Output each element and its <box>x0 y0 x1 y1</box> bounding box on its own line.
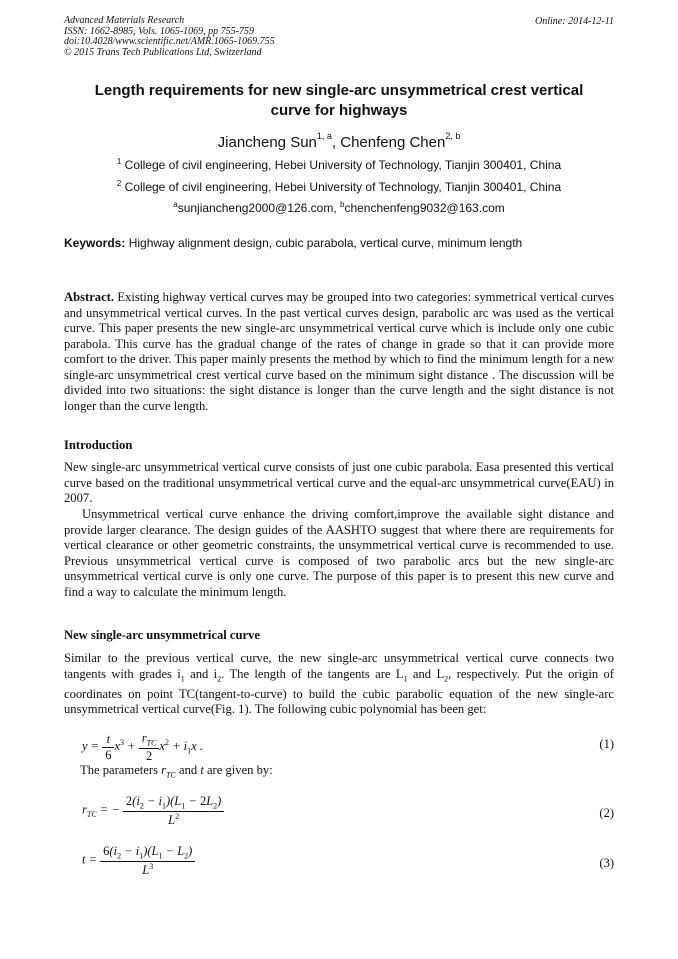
email-b-sup: b <box>339 200 345 209</box>
emails <box>64 200 614 215</box>
abstract-label: Abstract. <box>64 290 115 304</box>
equation-1-body: y = $\frac{t}{6}$ $x^3$ + $\frac{r_{TC}}{2}$ $x^2 + i_1x$ . <box>82 731 203 763</box>
paper-title <box>64 81 614 121</box>
params-text-a: The parameters <box>80 763 162 777</box>
affiliation-1-text: College of civil engineering, Hebei University of Technology, Tianjin 300401, China <box>121 158 562 172</box>
copyright: © 2015 Trans Tech Publications Ltd, Switzerland <box>64 46 262 58</box>
equation-3 <box>64 842 614 882</box>
doi: doi:10.4028/www.scientific.net/AMR.1065-1069.755 <box>64 36 275 47</box>
issn: ISSN: 1662-8985, Vols. 1065-1069, pp 755-759 <box>64 25 254 37</box>
params-t: t <box>200 763 204 777</box>
section2-paragraph <box>64 651 614 718</box>
params-r: r <box>161 763 167 777</box>
section2-text-a: Similar to the previous vertical curve, the new single-arc unsymmetrical vertical curve connects two tangents with grades i <box>64 651 614 681</box>
keywords-label: Keywords: <box>64 236 126 250</box>
affiliation-2-text: College of civil engineering, Hebei University of Technology, Tianjin 300401, China <box>121 180 562 194</box>
equation-3-number: (3) <box>599 856 614 870</box>
keywords <box>64 236 614 250</box>
equation-1-number: (1) <box>599 737 614 751</box>
affiliation-1 <box>64 157 614 172</box>
affiliation-2-sup: 2 <box>116 179 122 188</box>
online-date: Online: 2014-12-11 <box>535 16 614 27</box>
equation-1 <box>64 727 614 767</box>
author-2: Chenfeng Chen <box>340 134 446 151</box>
params-text-b: and <box>175 763 201 777</box>
author-sep: , <box>331 134 341 151</box>
params-r-sub: TC <box>166 770 176 780</box>
parameters-line <box>64 763 614 783</box>
intro-heading: Introduction <box>64 438 133 452</box>
authors <box>64 131 614 151</box>
equation-3-body: t = $\frac{6(i_2 - i_1)(L_1 - L_2)}{L^3}$ <box>82 844 195 878</box>
grade-2-sub: 2 <box>217 674 222 684</box>
grade-1-sub: 1 <box>180 674 185 684</box>
abstract <box>64 290 614 414</box>
journal-name: Advanced Materials Research <box>64 15 185 26</box>
author-2-sup: 2, b <box>445 131 461 141</box>
title-line-2: curve for highways <box>270 102 408 119</box>
intro-paragraph-1: New single-arc unsymmetrical vertical curve consists of just one cubic parabola. Easa presented this vertical curve based on the traditional unsymmetrical vertical curve and the equal-arc unsymmetrical curve(EAU) in 2007. <box>64 460 614 505</box>
equation-2 <box>64 792 614 832</box>
affiliation-2 <box>64 179 614 194</box>
email-b: chenchenfeng9032@163.com <box>344 201 505 215</box>
equation-2-number: (2) <box>599 806 614 820</box>
section2-heading: New single-arc unsymmetrical curve <box>64 628 260 642</box>
title-line-1: Length requirements for new single-arc unsymmetrical crest vertical <box>94 82 584 99</box>
email-a-sup: a <box>173 200 178 209</box>
params-text-c: are given by: <box>203 763 273 777</box>
section2-text-c: . The length of the tangents are L <box>221 666 404 681</box>
section2-text-b: and i <box>184 666 218 681</box>
journal-header <box>64 16 275 58</box>
intro-paragraph-2: Unsymmetrical vertical curve enhance the driving comfort,improve the available sight distance and provide larger clearance. The design guides of the AASHTO suggest that where there are requirements for vertical clearance or other geometric constraints, the unsymmetrical vertical curve is recommended to use. Previous unsymmetrical vertical curve is composed of two parabolic arcs but the new single-arc unsymmetrical vertical curve is only one curve. The purpose of this paper is to present this new curve and find a way to calculate the minimum length. <box>64 507 614 599</box>
email-a: sunjiancheng2000@126.com, <box>177 201 340 215</box>
abstract-text: Existing highway vertical curves may be grouped into two categories: symmetrical vertical curves and unsymmetrical vertical curves. In the past vertical curves design, parabolic arc was used as the vertical curve. This paper presents the new single-arc unsymmetrical vertical curve which is include only one cubic parabola. This curve has the gradual change of the rates of change in grade so that it can provide more comfort to the driver. This paper mainly presents the method by which to find the minimum length for a new single-arc unsymmetrical crest vertical curve based on the minimum sight distance . The discussion will be divided into two situations: the sight distance is longer than the curve length and the sight distance is not longer than the curve length. <box>64 290 614 413</box>
keywords-text: Highway alignment design, cubic parabola, vertical curve, minimum length <box>125 236 523 250</box>
length-2-sub: 2 <box>444 674 449 684</box>
length-1-sub: 1 <box>403 674 408 684</box>
affiliation-1-sup: 1 <box>116 157 122 166</box>
author-1: Jiancheng Sun <box>217 134 317 151</box>
author-1-sup: 1, a <box>316 131 332 141</box>
section2-text-e: , respectively. Put the origin of coordinates on point TC(tangent-to-curve) to build the cubic parabolic equation of the new single-arc unsymmetrical vertical curve(Fig. 1). The following cubic polynomial has been get: <box>64 666 615 717</box>
section2-text-d: and L <box>407 666 445 681</box>
equation-2-body: $r_{TC}$ = − $\frac{2(i_2 - i_1)(L_1 - 2L_2)}{L^2}$ <box>82 794 224 828</box>
